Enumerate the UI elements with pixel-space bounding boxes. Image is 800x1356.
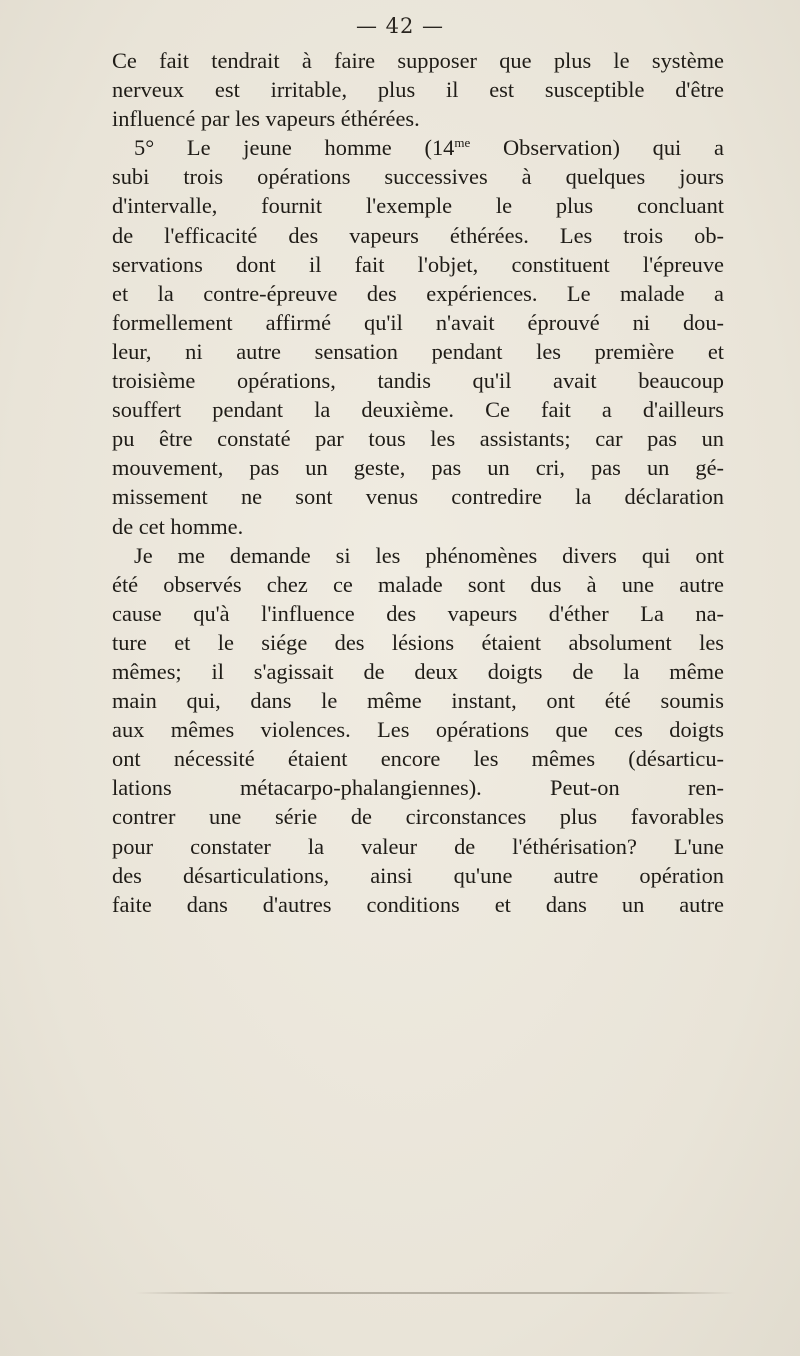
- text-line: influencé par les vapeurs éthérées.: [112, 106, 420, 132]
- text-fragment: 5° Le jeune homme (14: [134, 135, 455, 161]
- text-line: mêmes; il s'agissait de deux doigts de la même: [112, 658, 724, 684]
- text-line: d'intervalle, fournit l'exemple le plus concluant: [112, 193, 724, 219]
- text-fragment: Observation) qui a: [470, 135, 724, 161]
- text-line: pu être constaté par tous les assistants; car pas un: [112, 426, 724, 452]
- text-line: ture et le siége des lésions étaient absolument les: [112, 629, 724, 655]
- text-line: et la contre-épreuve des expériences. Le malade a: [112, 280, 724, 306]
- text-line: formellement affirmé qu'il n'avait éprouvé ni dou-: [112, 309, 724, 335]
- text-line: subi trois opérations successives à quelques jours: [112, 164, 724, 190]
- text-line: ont nécessité étaient encore les mêmes (désarticu-: [112, 746, 724, 772]
- text-line-observation-heading: [112, 133, 724, 162]
- body-text: [112, 46, 724, 919]
- text-line: des désarticulations, ainsi qu'une autre opération: [112, 862, 724, 888]
- text-line: pour constater la valeur de l'éthérisation? L'une: [112, 833, 724, 859]
- text-line: missement ne sont venus contredire la déclaration: [112, 484, 724, 510]
- text-line: souffert pendant la deuxième. Ce fait a d'ailleurs: [112, 397, 724, 423]
- text-line: troisième opérations, tandis qu'il avait beaucoup: [112, 368, 724, 394]
- text-line: de l'efficacité des vapeurs éthérées. Les trois ob-: [112, 222, 724, 248]
- text-line: Ce fait tendrait à faire supposer que plus le système: [112, 48, 724, 73]
- text-line: faite dans d'autres conditions et dans un autre: [112, 891, 724, 917]
- text-line: cause qu'à l'influence des vapeurs d'éther La na-: [112, 600, 724, 626]
- text-line: nerveux est irritable, plus il est susceptible d'être: [112, 77, 724, 103]
- text-line: été observés chez ce malade sont dus à une autre: [112, 571, 724, 597]
- text-line: lations métacarpo-phalangiennes). Peut-on ren-: [112, 775, 724, 801]
- text-line: contrer une série de circonstances plus favorables: [112, 804, 724, 830]
- page-number: — 42 —: [355, 14, 445, 38]
- text-line: Je me demande si les phénomènes divers qui ont: [134, 542, 724, 568]
- text-line: servations dont il fait l'objet, constituent l'épreuve: [112, 251, 724, 277]
- page-edge-rule: [135, 1292, 735, 1294]
- text-line: de cet homme.: [112, 513, 244, 539]
- text-line: leur, ni autre sensation pendant les première et: [112, 338, 724, 364]
- text-line: aux mêmes violences. Les opérations que ces doigts: [112, 717, 724, 743]
- superscript: me: [454, 135, 471, 151]
- text-line: main qui, dans le même instant, ont été soumis: [112, 688, 724, 714]
- text-line: mouvement, pas un geste, pas un cri, pas un gé-: [112, 455, 724, 481]
